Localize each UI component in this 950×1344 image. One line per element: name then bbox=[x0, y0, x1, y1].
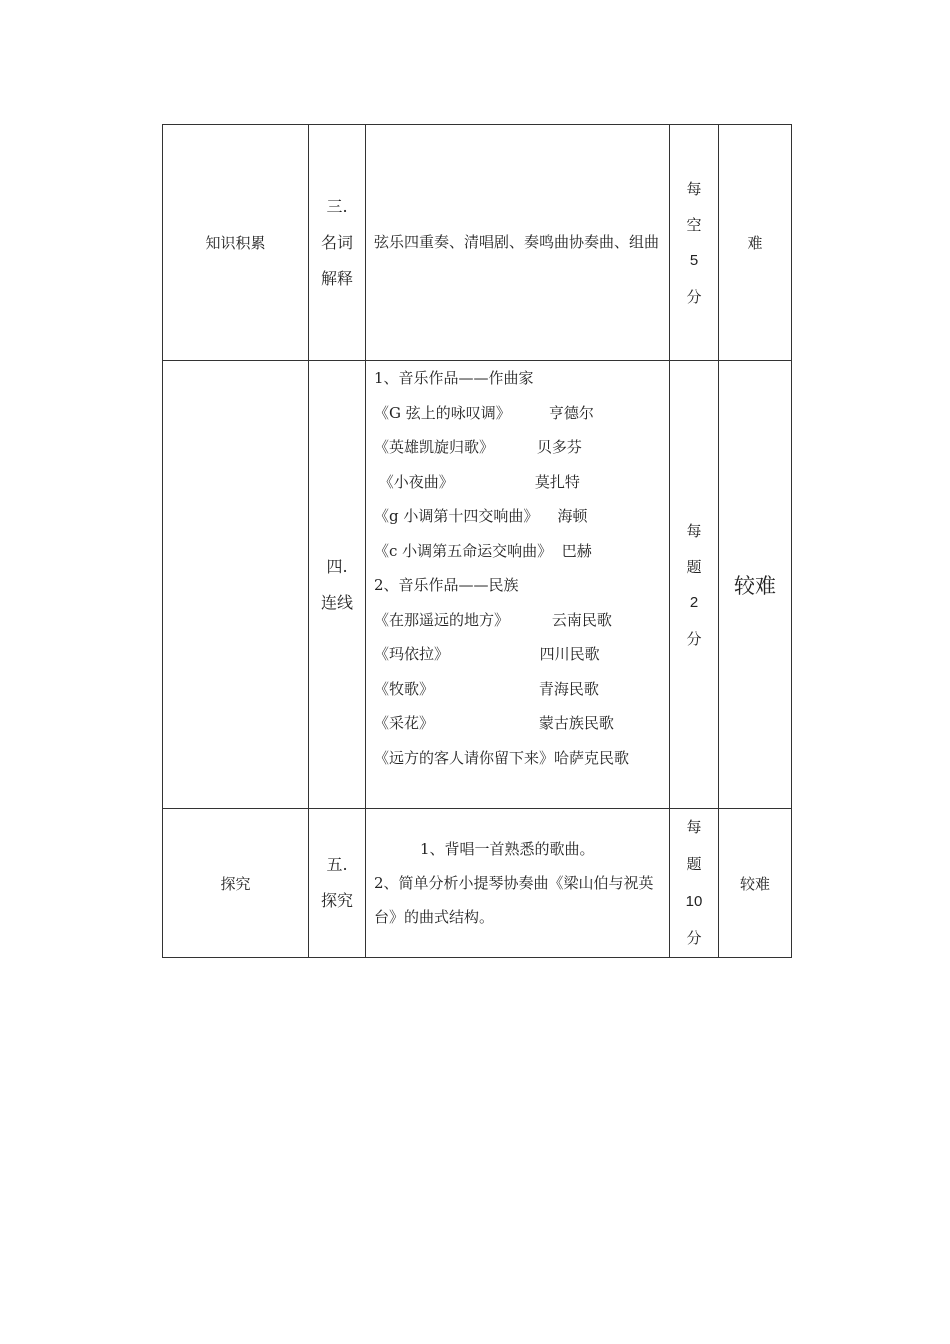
category-cell: 知识积累 bbox=[163, 125, 309, 361]
type-line: 四. bbox=[326, 556, 348, 576]
content-cell bbox=[366, 809, 670, 958]
table-row bbox=[163, 125, 792, 361]
difficulty-cell: 难 bbox=[719, 125, 792, 361]
content-line: 1、背唱一首熟悉的歌曲。 bbox=[420, 840, 595, 858]
type-line: 五. bbox=[326, 855, 348, 874]
score-char: 分 bbox=[686, 287, 702, 306]
content-cell bbox=[366, 361, 670, 809]
score-char: 分 bbox=[686, 929, 702, 947]
table-row bbox=[163, 361, 792, 809]
content-line: 《远方的客人请你留下来》哈萨克民歌 bbox=[374, 748, 630, 767]
type-line: 解释 bbox=[320, 268, 353, 288]
content-cell bbox=[366, 125, 670, 361]
score-cell bbox=[670, 125, 719, 361]
score-char: 空 bbox=[686, 215, 702, 234]
content-line: 《G 弦上的咏叹调》 亨德尔 bbox=[374, 403, 594, 422]
score-char: 5 bbox=[689, 251, 699, 269]
type-line: 连线 bbox=[320, 592, 353, 612]
content-line: 2、音乐作品——民族 bbox=[374, 576, 519, 594]
score-char: 每 bbox=[686, 818, 702, 836]
type-line: 三. bbox=[326, 196, 348, 216]
exam-table bbox=[162, 124, 792, 958]
score-char: 题 bbox=[686, 557, 702, 576]
category-cell bbox=[163, 361, 309, 809]
content-line: 《玛依拉》 四川民歌 bbox=[374, 645, 600, 663]
content-line: 1、音乐作品——作曲家 bbox=[374, 369, 534, 387]
score-char: 每 bbox=[686, 179, 702, 198]
question-type-cell bbox=[309, 125, 366, 361]
content-line: 《c 小调第五命运交响曲》 巴赫 bbox=[374, 541, 592, 560]
score-char: 每 bbox=[686, 521, 702, 540]
type-line: 名词 bbox=[320, 232, 353, 252]
content-text: 弦乐四重奏、清唱剧、奏鸣曲协奏曲、组曲 bbox=[374, 233, 660, 251]
category-cell: 探究 bbox=[163, 809, 309, 958]
content-line: 《小夜曲》 莫扎特 bbox=[374, 472, 580, 491]
score-cell bbox=[670, 809, 719, 958]
score-char: 题 bbox=[686, 855, 702, 873]
content-line: 《牧歌》 青海民歌 bbox=[374, 679, 599, 698]
score-char: 10 bbox=[685, 893, 703, 910]
question-type-cell bbox=[309, 809, 366, 958]
content-line: 《采花》 蒙古族民歌 bbox=[374, 714, 614, 732]
score-cell bbox=[670, 361, 719, 809]
content-line: 《在那遥远的地方》 云南民歌 bbox=[374, 610, 612, 629]
content-line: 《g 小调第十四交响曲》 海顿 bbox=[374, 507, 588, 525]
score-char: 分 bbox=[686, 629, 702, 648]
type-line: 探究 bbox=[320, 891, 353, 910]
difficulty-cell: 较难 bbox=[719, 361, 792, 809]
content-line: 《英雄凯旋归歌》 贝多芬 bbox=[374, 438, 582, 456]
content-line: 2、简单分析小提琴协奏曲《梁山伯与祝英台》的曲式结构。 bbox=[374, 874, 654, 926]
question-type-cell bbox=[309, 361, 366, 809]
score-char: 2 bbox=[689, 593, 699, 611]
table-row bbox=[163, 809, 792, 958]
difficulty-cell: 较难 bbox=[719, 809, 792, 958]
